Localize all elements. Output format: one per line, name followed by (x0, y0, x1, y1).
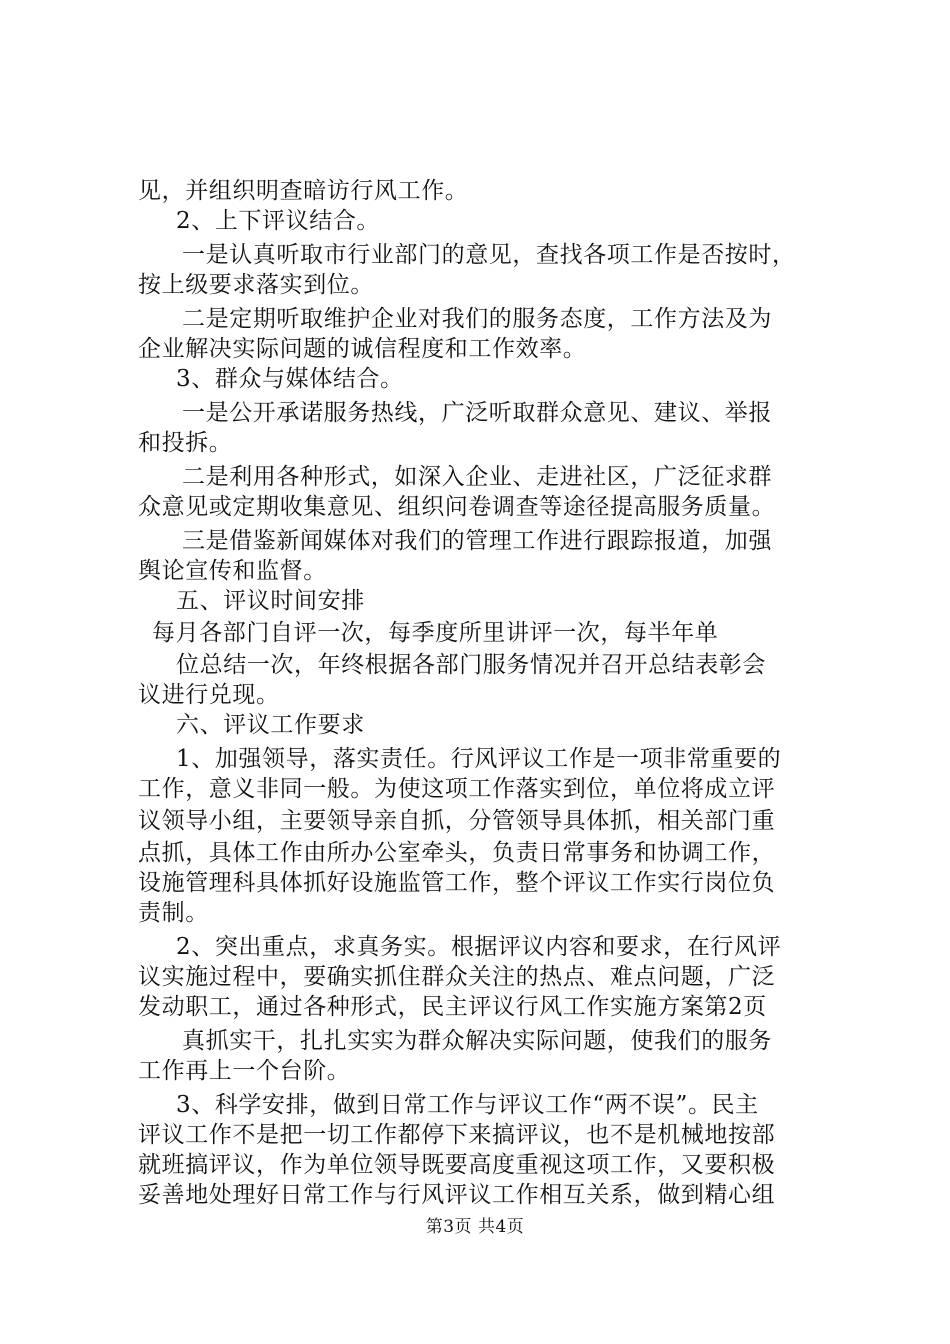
text-line: 六、评议工作要求 (176, 712, 365, 738)
text-line: 议实施过程中，要确实抓住群众关注的热点、难点问题，广泛 (138, 964, 776, 990)
page-number-footer: 第3页 共4页 (425, 1217, 525, 1237)
text-line: 三是借鉴新闻媒体对我们的管理工作进行跟踪报道，加强 (182, 528, 772, 554)
text-line: 2、上下评议结合。 (176, 208, 381, 234)
text-line: 众意见或定期收集意见、组织问卷调查等途径提高服务质量。 (138, 494, 776, 520)
text-line: 企业解决实际问题的诚信程度和工作效率。 (138, 336, 587, 362)
text-line: 设施管理科具体抓好设施监管工作，整个评议工作实行岗位负 (138, 870, 776, 896)
text-line: 五、评议时间安排 (176, 588, 365, 614)
text-line: 舆论宣传和监督。 (138, 558, 327, 584)
text-line: 一是公开承诺服务热线，广泛听取群众意见、建议、举报 (182, 400, 772, 426)
text-line: 3、群众与媒体结合。 (176, 366, 404, 392)
text-line: 见，并组织明查暗访行风工作。 (138, 178, 469, 204)
text-line: 2、突出重点，求真务实。根据评议内容和要求，在行风评 (176, 934, 782, 960)
text-line: 每月各部门自评一次，每季度所里讲评一次，每半年单 (152, 620, 719, 646)
text-line: 议领导小组，主要领导亲自抓，分管领导具体抓，相关部门重 (138, 808, 776, 834)
text-line: 议进行兑现。 (138, 682, 280, 708)
text-line: 工作，意义非同一般。为使这项工作落实到位，单位将成立评 (138, 776, 776, 802)
text-line: 就班搞评议，作为单位领导既要高度重视这项工作，又要积极 (138, 1152, 776, 1178)
text-line: 3、科学安排，做到日常工作与评议工作“两不误”。民主 (176, 1092, 759, 1118)
text-line: 1、加强领导，落实责任。行风评议工作是一项非常重要的 (176, 746, 782, 772)
text-line: 工作再上一个台阶。 (138, 1058, 351, 1084)
text-line: 二是定期听取维护企业对我们的服务态度，工作方法及为 (182, 306, 772, 332)
text-line: 按上级要求落实到位。 (138, 272, 374, 298)
text-line: 二是利用各种形式，如深入企业、走进社区，广泛征求群 (182, 464, 772, 490)
text-line: 评议工作不是把一切工作都停下来搞评议，也不是机械地按部 (138, 1122, 776, 1148)
text-line: 发动职工，通过各种形式，民主评议行风工作实施方案第2页 (138, 994, 767, 1020)
text-line: 妥善地处理好日常工作与行风评议工作相互关系，做到精心组 (138, 1182, 776, 1208)
text-line: 真抓实干，扎扎实实为群众解决实际问题，使我们的服务 (182, 1028, 772, 1054)
text-line: 和投拆。 (138, 430, 233, 456)
text-line: 点抓，具体工作由所办公室牵头，负责日常事务和协调工作， (138, 840, 776, 866)
text-line: 责制。 (138, 900, 209, 926)
text-line: 一是认真听取市行业部门的意见，查找各项工作是否按时， (182, 242, 796, 268)
text-line: 位总结一次，年终根据各部门服务情况并召开总结表彰会 (176, 652, 766, 678)
